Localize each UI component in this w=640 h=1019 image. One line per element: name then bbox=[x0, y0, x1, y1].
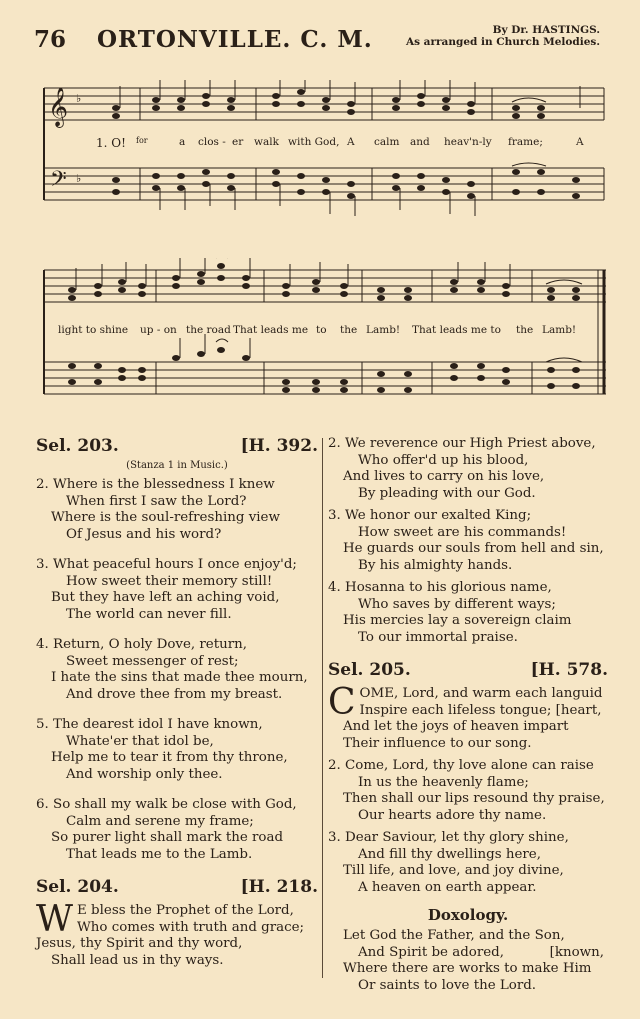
verse-line: 6. So shall my walk be close with God, bbox=[36, 797, 297, 812]
selection-header bbox=[36, 436, 318, 462]
music-system-2 bbox=[36, 258, 612, 408]
music-system-1-staves bbox=[36, 80, 612, 220]
verse-line: E bless the Prophet of the Lord, bbox=[77, 903, 294, 918]
composer-credit bbox=[406, 24, 600, 48]
verse-line: To our immortal praise. bbox=[358, 629, 518, 645]
svg-text:♭: ♭ bbox=[76, 172, 82, 185]
right-column bbox=[328, 436, 608, 1008]
selection-header bbox=[328, 660, 608, 686]
drop-capital: C bbox=[328, 682, 356, 723]
lyric-syllable: That leads me bbox=[233, 324, 309, 336]
lyric-syllable: A bbox=[576, 136, 584, 148]
stanza bbox=[328, 830, 608, 896]
verse-line: Of Jesus and his word? bbox=[66, 526, 222, 542]
verse-line: Help me to tear it from thy throne, bbox=[51, 750, 288, 765]
verse-line: 2. We reverence our High Priest above, bbox=[328, 436, 596, 451]
svg-text:𝄞: 𝄞 bbox=[48, 87, 69, 127]
stanza bbox=[328, 508, 608, 574]
lyric-syllable: er bbox=[232, 136, 244, 148]
lyric-syllable: and bbox=[410, 136, 430, 148]
verse-line: Then shall our lips resound thy praise, bbox=[343, 791, 605, 806]
verse-line: I hate the sins that made thee mourn, bbox=[51, 670, 308, 685]
lyric-syllable: the road bbox=[186, 324, 231, 336]
verse-line-carryover: [known, bbox=[549, 944, 604, 960]
lyric-syllable: with God, bbox=[288, 136, 340, 148]
hymn-tune-title: ORTONVILLE. C. M. bbox=[97, 26, 373, 53]
selection-title: Sel. 203. bbox=[36, 436, 119, 456]
verse-line: 3. Dear Saviour, let thy glory shine, bbox=[328, 830, 569, 845]
hymn-reference: [H. 578. bbox=[530, 660, 608, 680]
verse-line: Whate'er that idol be, bbox=[66, 733, 214, 749]
selection-title: Sel. 204. bbox=[36, 877, 119, 897]
verse-line: 3. What peaceful hours I once enjoy'd; bbox=[36, 557, 297, 572]
lyric-syllable: calm bbox=[374, 136, 400, 148]
drop-capital: W bbox=[36, 899, 74, 940]
stanza bbox=[328, 682, 608, 752]
verse-line: 3. We honor our exalted King; bbox=[328, 508, 532, 523]
verse-line: Shall lead us in thy ways. bbox=[51, 952, 224, 968]
doxology bbox=[328, 928, 608, 994]
composer-credit-line2: As arranged in Church Melodies. bbox=[405, 36, 600, 48]
verse-line: When first I saw the Lord? bbox=[66, 493, 247, 509]
lyric-syllable: 1. O! bbox=[96, 136, 126, 150]
stanza bbox=[36, 797, 318, 863]
verse-line: Our hearts adore thy name. bbox=[358, 807, 547, 823]
lyric-syllable: Lamb! bbox=[542, 324, 577, 336]
verse-line: Sweet messenger of rest; bbox=[66, 653, 239, 669]
verse-line: That leads me to the Lamb. bbox=[66, 846, 253, 862]
verse-line: Calm and serene my frame; bbox=[66, 813, 254, 829]
lyric-syllable: the bbox=[340, 324, 358, 336]
stanza bbox=[36, 477, 318, 543]
verse-line: His mercies lay a sovereign claim bbox=[343, 613, 572, 628]
lyric-syllable: for bbox=[136, 136, 148, 145]
verse-line-text: And Spirit be adored, bbox=[358, 944, 504, 960]
hymn-reference: [H. 392. bbox=[240, 436, 318, 456]
verse-line: Where there are works to make Him bbox=[343, 961, 592, 976]
verse-line: And drove thee from my breast. bbox=[66, 686, 283, 702]
page-number: 76 bbox=[34, 26, 67, 53]
selection-header bbox=[36, 877, 318, 903]
hymn-reference: [H. 218. bbox=[240, 877, 318, 897]
verse-line: A heaven on earth appear. bbox=[358, 879, 537, 895]
verse-line: Who offer'd up his blood, bbox=[358, 452, 529, 468]
verse-line: How sweet are his commands! bbox=[358, 524, 567, 540]
verse-line: Who comes with truth and grace; bbox=[77, 919, 305, 935]
stanza bbox=[328, 758, 608, 824]
verse-line: 4. Return, O holy Dove, return, bbox=[36, 637, 248, 652]
verse-line: So purer light shall mark the road bbox=[51, 830, 284, 845]
verse-line: Where is the soul-refreshing view bbox=[51, 510, 280, 525]
doxology-title: Doxology. bbox=[427, 906, 509, 924]
lyric-syllable: to bbox=[316, 324, 327, 336]
verse-line: Inspire each lifeless tongue; [heart, bbox=[359, 702, 602, 718]
verse-line: 2. Come, Lord, thy love alone can raise bbox=[328, 758, 594, 773]
stanza bbox=[36, 557, 318, 623]
composer-credit-line1: By Dr. HASTINGS. bbox=[492, 24, 600, 36]
verse-line: Till life, and love, and joy divine, bbox=[343, 863, 564, 878]
verse-line: Who saves by different ways; bbox=[358, 596, 556, 612]
selection-title: Sel. 205. bbox=[328, 660, 411, 680]
left-column bbox=[36, 436, 318, 983]
stanza bbox=[36, 637, 318, 703]
verse-line: By his almighty hands. bbox=[358, 557, 513, 573]
verse-line: Jesus, thy Spirit and thy word, bbox=[36, 936, 243, 951]
lyric-syllable: a bbox=[179, 136, 186, 148]
lyric-syllable: heav'n-ly bbox=[444, 136, 492, 148]
verse-line: And worship only thee. bbox=[66, 766, 223, 782]
lyric-syllable: up - on bbox=[140, 324, 177, 336]
stanza bbox=[328, 580, 608, 646]
verse-line: How sweet their memory still! bbox=[66, 573, 273, 589]
svg-text:♭: ♭ bbox=[76, 92, 82, 105]
music-system-1 bbox=[36, 80, 612, 220]
verse-line: And lives to carry on his love, bbox=[343, 469, 545, 484]
verse-line: 2. Where is the blessedness I knew bbox=[36, 477, 275, 492]
verse-line bbox=[328, 945, 608, 962]
verse-line: 4. Hosanna to his glorious name, bbox=[328, 580, 552, 595]
verse-line: He guards our souls from hell and sin, bbox=[343, 541, 604, 556]
lyric-syllable: That leads me to bbox=[412, 324, 501, 336]
verse-line: OME, Lord, and warm each languid bbox=[359, 686, 603, 701]
verse-line: And let the joys of heaven impart bbox=[343, 719, 569, 734]
verse-line: Their influence to our song. bbox=[343, 735, 532, 751]
lyric-syllable: walk bbox=[254, 136, 279, 148]
stanza bbox=[36, 899, 318, 969]
verse-line: The world can never fill. bbox=[66, 606, 232, 622]
svg-text:𝄢: 𝄢 bbox=[50, 167, 67, 197]
verse-line: And fill thy dwellings here, bbox=[358, 846, 541, 862]
verse-line: 5. The dearest idol I have known, bbox=[36, 717, 263, 732]
lyric-syllable: Lamb! bbox=[366, 324, 401, 336]
stanza bbox=[328, 436, 608, 502]
verse-line: Or saints to love the Lord. bbox=[358, 977, 537, 993]
verse-line: In us the heavenly flame; bbox=[358, 774, 529, 790]
verse-line: But they have left an aching void, bbox=[51, 590, 280, 605]
lyric-syllable: clos - bbox=[198, 136, 226, 148]
column-divider bbox=[322, 438, 323, 978]
lyric-syllable: light to shine bbox=[58, 324, 129, 336]
stanza bbox=[36, 717, 318, 783]
lyric-syllable: A bbox=[347, 136, 355, 148]
lyric-syllable: frame; bbox=[508, 136, 543, 148]
lyric-syllable: the bbox=[516, 324, 534, 336]
verse-line: By pleading with our God. bbox=[358, 485, 536, 501]
verse-line: Let God the Father, and the Son, bbox=[343, 928, 565, 943]
stanza-note: (Stanza 1 in Music.) bbox=[126, 460, 228, 471]
